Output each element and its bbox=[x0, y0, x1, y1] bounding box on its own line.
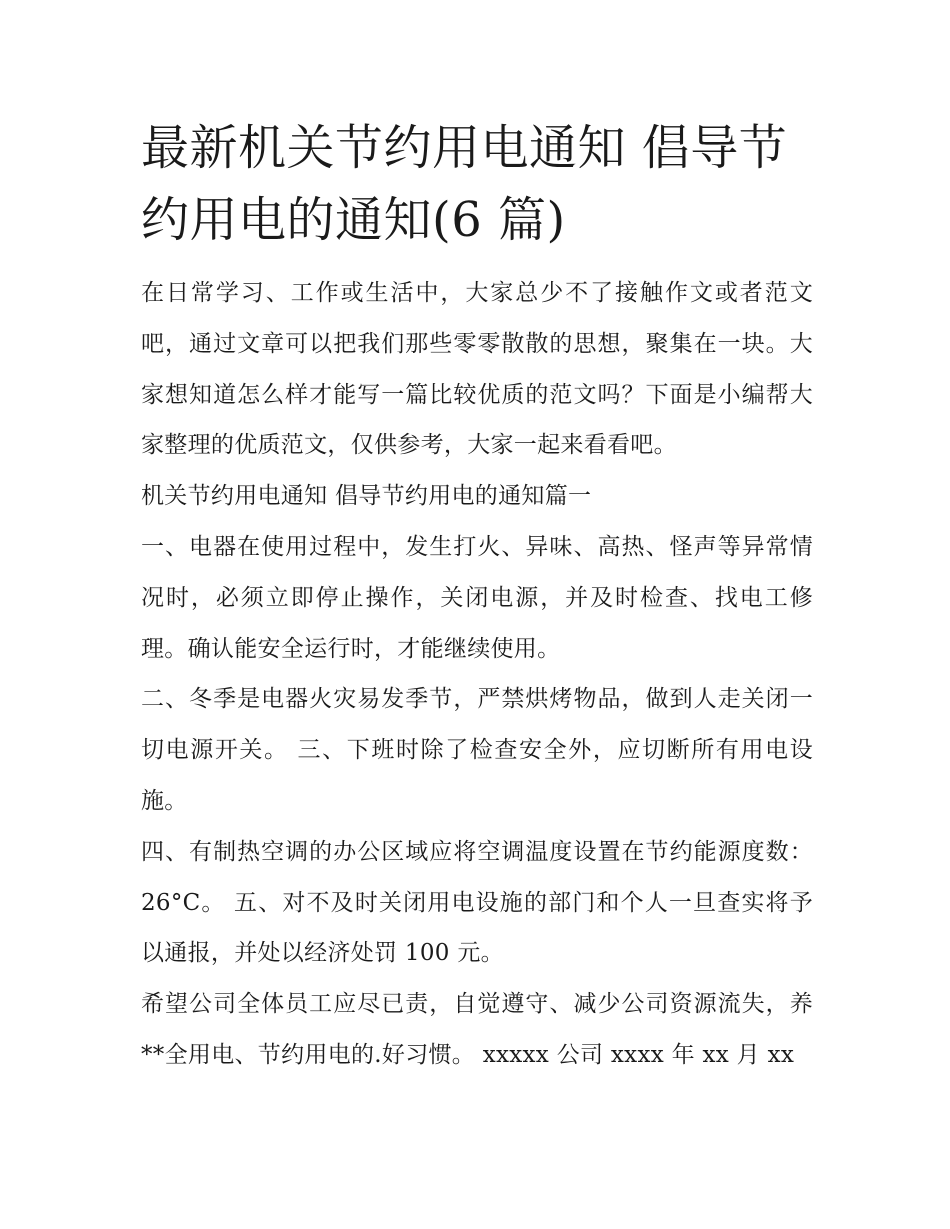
intro-paragraph: 在日常学习、工作或生活中，大家总少不了接触作文或者范文吧，通过文章可以把我们那些零零散散的思想，聚集在一块。大家想知道怎么样才能写一篇比较优质的范文吗？下面是小编帮大家整理的优质范文，仅供参考，大家一起来看看吧。 bbox=[141, 280, 813, 459]
document-page bbox=[141, 112, 813, 1081]
rule-paragraph-2: 二、冬季是电器火灾易发季节，严禁烘烤物品，做到人走关闭一切电源开关。 三、下班时除了检查安全外，应切断所有用电设施。 bbox=[141, 686, 813, 814]
closing-paragraph: 希望公司全体员工应尽已责，自觉遵守、减少公司资源流失，养**全用电、节约用电的.好习惯。 xxxxx 公司 xxxx 年 xx 月 xx bbox=[141, 991, 813, 1068]
section-heading: 机关节约用电通知 倡导节约用电的通知篇一 bbox=[141, 483, 592, 510]
rule-paragraph-1: 一、电器在使用过程中，发生打火、异味、高热、怪声等异常情况时，必须立即停止操作，关闭电源，并及时检查、找电工修理。确认能安全运行时，才能继续使用。 bbox=[141, 533, 813, 662]
rule-paragraph-4: 四、有制热空调的办公区域应将空调温度设置在节约能源度数：26°C。 五、对不及时关闭用电设施的部门和个人一旦查实将予以通报，并处以经济处罚 100 元。 bbox=[141, 838, 813, 967]
document-title: 最新机关节约用电通知 倡导节约用电的通知(6 篇) bbox=[141, 120, 788, 248]
